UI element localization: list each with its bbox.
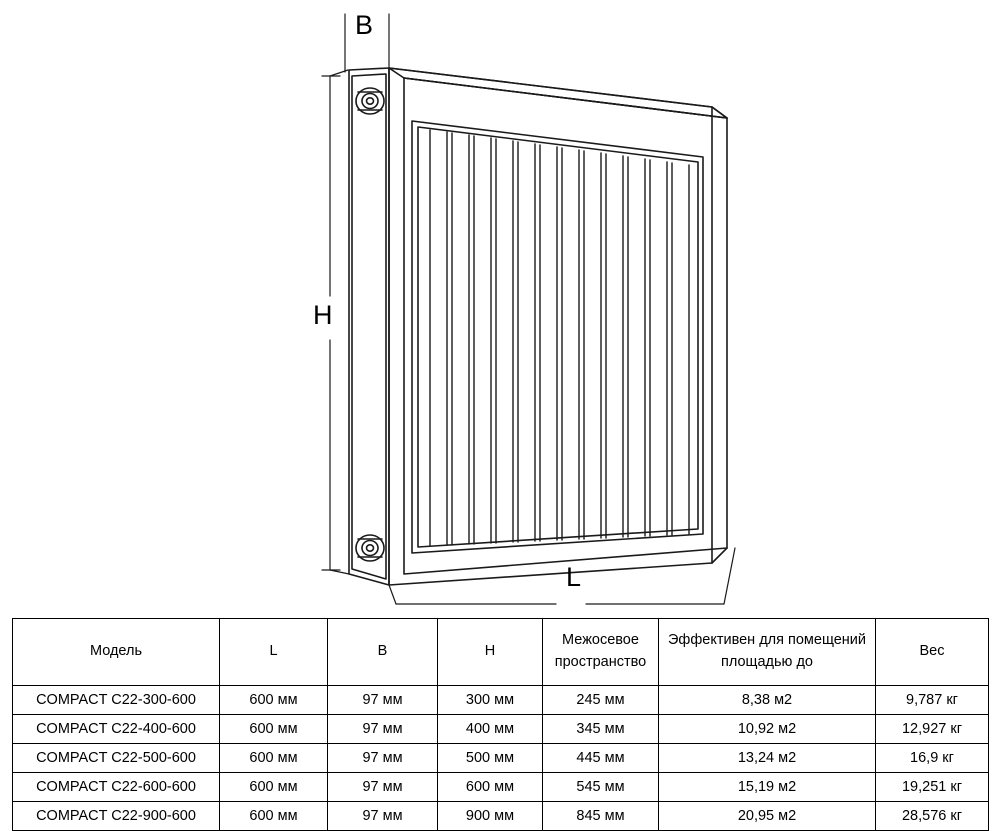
dimension-label-h: H (313, 300, 333, 330)
cell-effective-area: 15,19 м2 (659, 773, 876, 802)
cell-model: COMPACT C22-400-600 (13, 715, 220, 744)
column-header-effective-area-line2: площадью до (721, 654, 813, 670)
cell-effective-area: 13,24 м2 (659, 744, 876, 773)
cell-model: COMPACT C22-500-600 (13, 744, 220, 773)
cell-weight: 19,251 кг (876, 773, 989, 802)
cell-model: COMPACT C22-900-600 (13, 802, 220, 831)
radiator-side-panel (349, 68, 389, 585)
cell-h: 400 мм (438, 715, 543, 744)
cell-h: 900 мм (438, 802, 543, 831)
cell-center-distance: 545 мм (543, 773, 659, 802)
cell-weight: 16,9 кг (876, 744, 989, 773)
column-header-effective-area-line1: Эффективен для помещений (667, 632, 867, 649)
dimension-h-leaders (330, 70, 349, 574)
table-row (13, 744, 989, 773)
top-connector-fitting (356, 88, 384, 114)
cell-model: COMPACT C22-600-600 (13, 773, 220, 802)
table-row (13, 686, 989, 715)
cell-effective-area: 10,92 м2 (659, 715, 876, 744)
column-header-center-distance-line1: Межосевое (562, 632, 639, 649)
cell-center-distance: 245 мм (543, 686, 659, 715)
dimension-l (389, 548, 735, 604)
dimension-label-l: L (566, 562, 582, 592)
column-header-l: L (220, 619, 328, 686)
specification-table (12, 618, 989, 831)
cell-l: 600 мм (220, 802, 328, 831)
cell-h: 500 мм (438, 744, 543, 773)
column-header-b: B (328, 619, 438, 686)
cell-model: COMPACT C22-300-600 (13, 686, 220, 715)
table-row (13, 773, 989, 802)
radiator-ribs (430, 130, 689, 546)
column-header-center-distance-line2: пространство (554, 654, 647, 670)
cell-weight: 12,927 кг (876, 715, 989, 744)
cell-center-distance: 345 мм (543, 715, 659, 744)
column-header-weight: Вес (876, 619, 989, 686)
cell-h: 600 мм (438, 773, 543, 802)
bottom-connector-fitting (356, 535, 384, 561)
cell-weight: 9,787 кг (876, 686, 989, 715)
column-header-effective-area (659, 619, 876, 686)
cell-b: 97 мм (328, 773, 438, 802)
dimension-label-b: B (355, 10, 374, 40)
cell-b: 97 мм (328, 715, 438, 744)
column-header-model: Модель (13, 619, 220, 686)
cell-b: 97 мм (328, 802, 438, 831)
cell-center-distance: 445 мм (543, 744, 659, 773)
cell-l: 600 мм (220, 715, 328, 744)
column-header-center-distance (543, 619, 659, 686)
table-header-row (13, 619, 989, 686)
cell-b: 97 мм (328, 686, 438, 715)
cell-l: 600 мм (220, 773, 328, 802)
cell-l: 600 мм (220, 744, 328, 773)
cell-effective-area: 8,38 м2 (659, 686, 876, 715)
radiator-front-panel (389, 68, 727, 585)
cell-h: 300 мм (438, 686, 543, 715)
cell-weight: 28,576 кг (876, 802, 989, 831)
table-row (13, 715, 989, 744)
cell-center-distance: 845 мм (543, 802, 659, 831)
column-header-h: H (438, 619, 543, 686)
cell-l: 600 мм (220, 686, 328, 715)
cell-effective-area: 20,95 м2 (659, 802, 876, 831)
cell-b: 97 мм (328, 744, 438, 773)
radiator-top-face (389, 68, 727, 118)
